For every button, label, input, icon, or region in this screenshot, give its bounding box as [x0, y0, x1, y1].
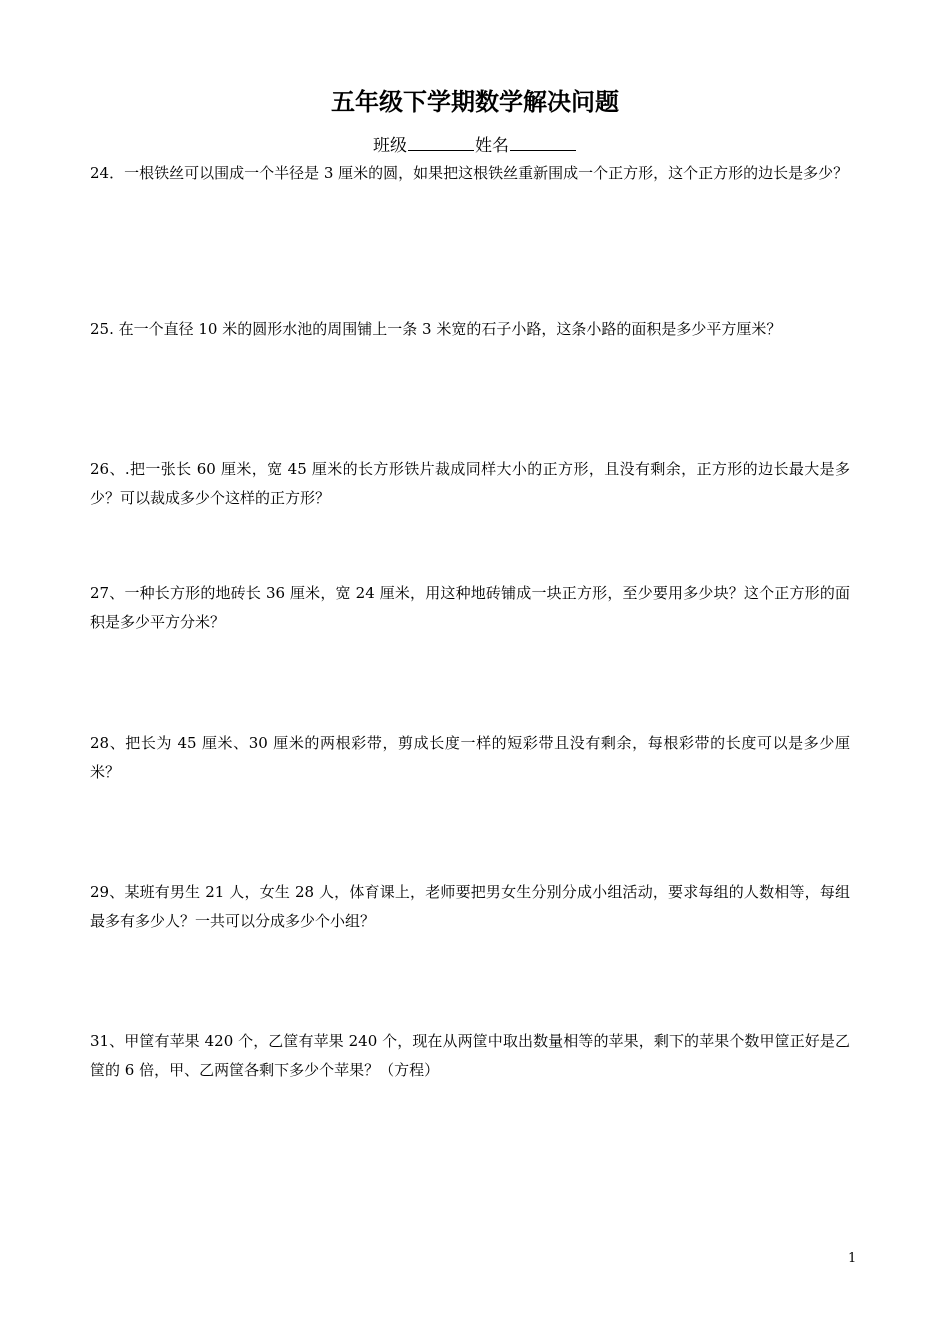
question-24: 24．一根铁丝可以围成一个半径是 3 厘米的圆，如果把这根铁丝重新围成一个正方形，这个正方形的边长是多少？: [90, 164, 849, 182]
question-31: 31、甲筐有苹果 420 个，乙筐有苹果 240 个，现在从两筐中取出数量相等的苹果，剩下的苹果个数甲筐正好是乙筐的 6 倍，甲、乙两筐各剩下多少个苹果？（方程）: [90, 1032, 850, 1079]
question-29: 29、某班有男生 21 人，女生 28 人，体育课上，老师要把男女生分别分成小组活动，要求每组的人数相等，每组最多有多少人？一共可以分成多少个小组？: [90, 883, 850, 930]
name-label: 姓名: [475, 136, 509, 156]
student-info-line: [0, 132, 950, 158]
class-blank: [408, 132, 474, 151]
worksheet-title: 五年级下学期数学解决问题: [331, 87, 619, 116]
name-blank: [510, 132, 576, 151]
question-27: 27、一种长方形的地砖长 36 厘米，宽 24 厘米，用这种地砖铺成一块正方形，至少要用多少块？这个正方形的面积是多少平方分米？: [90, 584, 850, 631]
question-25: 25. 在一个直径 10 米的圆形水池的周围铺上一条 3 米宽的石子小路，这条小路的面积是多少平方厘米？: [90, 320, 782, 338]
class-label: 班级: [373, 136, 407, 156]
question-26: 26、.把一张长 60 厘米，宽 45 厘米的长方形铁片裁成同样大小的正方形，且没有剩余，正方形的边长最大是多少？可以裁成多少个这样的正方形？: [90, 460, 850, 507]
page-number: 1: [848, 1251, 857, 1266]
question-28: 28、把长为 45 厘米、30 厘米的两根彩带，剪成长度一样的短彩带且没有剩余，每根彩带的长度可以是多少厘米？: [90, 734, 850, 781]
